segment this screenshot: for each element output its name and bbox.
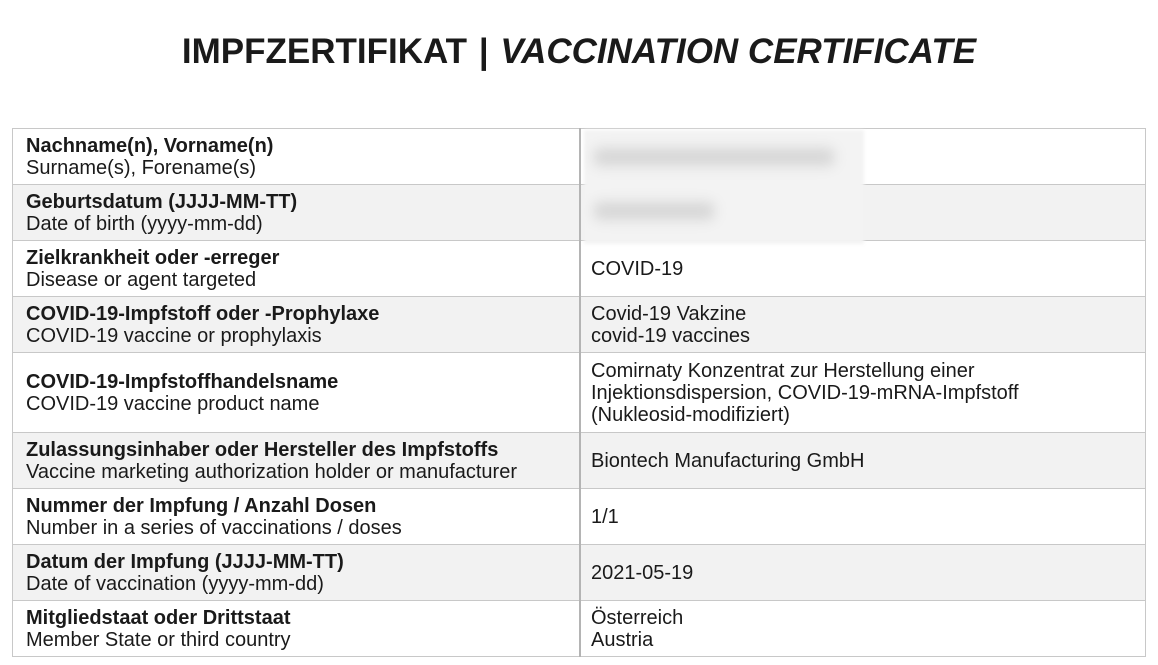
value-cell	[580, 433, 1146, 489]
row-date-of-birth	[13, 185, 1146, 241]
certificate-table	[12, 128, 1146, 657]
label-english: Date of birth (yyyy-mm-dd)	[26, 212, 263, 235]
row-dose-number	[13, 489, 1146, 545]
row-vaccination-date	[13, 545, 1146, 601]
value-cell	[580, 353, 1146, 433]
label-cell	[13, 129, 581, 185]
label-english: Vaccine marketing authorization holder or manufacturer	[26, 460, 517, 483]
label-german: Zulassungsinhaber oder Hersteller des Impfstoffs	[26, 438, 499, 461]
label-german: Geburtsdatum (JJJJ-MM-TT)	[26, 190, 298, 213]
label-english: Surname(s), Forename(s)	[26, 156, 257, 179]
value-cell	[580, 297, 1146, 353]
value-text: Injektionsdispersion, COVID-19-mRNA-Impfstoff	[591, 381, 1019, 404]
value-text: Österreich	[591, 606, 684, 629]
redacted-name-bar	[594, 148, 834, 166]
value-text: Biontech Manufacturing GmbH	[591, 449, 865, 472]
label-english: COVID-19 vaccine product name	[26, 392, 320, 415]
value-cell	[580, 601, 1146, 657]
row-manufacturer	[13, 433, 1146, 489]
label-cell	[13, 185, 581, 241]
label-english: Number in a series of vaccinations / doses	[26, 516, 402, 539]
label-cell	[13, 241, 581, 297]
label-german: COVID-19-Impfstoffhandelsname	[26, 370, 339, 393]
label-cell	[13, 489, 581, 545]
value-text: covid-19 vaccines	[591, 324, 750, 347]
row-disease	[13, 241, 1146, 297]
label-cell	[13, 545, 581, 601]
label-german: Nummer der Impfung / Anzahl Dosen	[26, 494, 377, 517]
label-english: COVID-19 vaccine or prophylaxis	[26, 324, 322, 347]
value-text: 1/1	[591, 505, 619, 528]
label-german: Nachname(n), Vorname(n)	[26, 134, 274, 157]
label-german: COVID-19-Impfstoff oder -Prophylaxe	[26, 302, 380, 325]
label-english: Disease or agent targeted	[26, 268, 257, 291]
label-german: Zielkrankheit oder -erreger	[26, 246, 280, 269]
page-title	[0, 30, 1158, 74]
row-name	[13, 129, 1146, 185]
title-english: VACCINATION CERTIFICATE	[500, 32, 977, 71]
label-cell	[13, 297, 581, 353]
label-english: Member State or third country	[26, 628, 291, 651]
value-cell	[580, 489, 1146, 545]
row-country	[13, 601, 1146, 657]
value-text: Covid-19 Vakzine	[591, 302, 747, 325]
value-text: Austria	[591, 628, 654, 651]
label-cell	[13, 353, 581, 433]
value-cell	[580, 241, 1146, 297]
label-cell	[13, 433, 581, 489]
value-text: (Nukleosid-modifiziert)	[591, 403, 790, 426]
label-german: Datum der Impfung (JJJJ-MM-TT)	[26, 550, 344, 573]
value-text: COVID-19	[591, 257, 684, 280]
value-text: 2021-05-19	[591, 561, 694, 584]
row-product-name	[13, 353, 1146, 433]
title-german: IMPFZERTIFIKAT	[181, 32, 468, 71]
redaction-blur	[584, 130, 864, 244]
row-vaccine-type	[13, 297, 1146, 353]
value-text: Comirnaty Konzentrat zur Herstellung einer	[591, 359, 975, 382]
title-separator: |	[478, 32, 489, 71]
label-english: Date of vaccination (yyyy-mm-dd)	[26, 572, 324, 595]
redacted-date-bar	[594, 202, 714, 220]
label-cell	[13, 601, 581, 657]
label-german: Mitgliedstaat oder Drittstaat	[26, 606, 291, 629]
value-cell	[580, 545, 1146, 601]
